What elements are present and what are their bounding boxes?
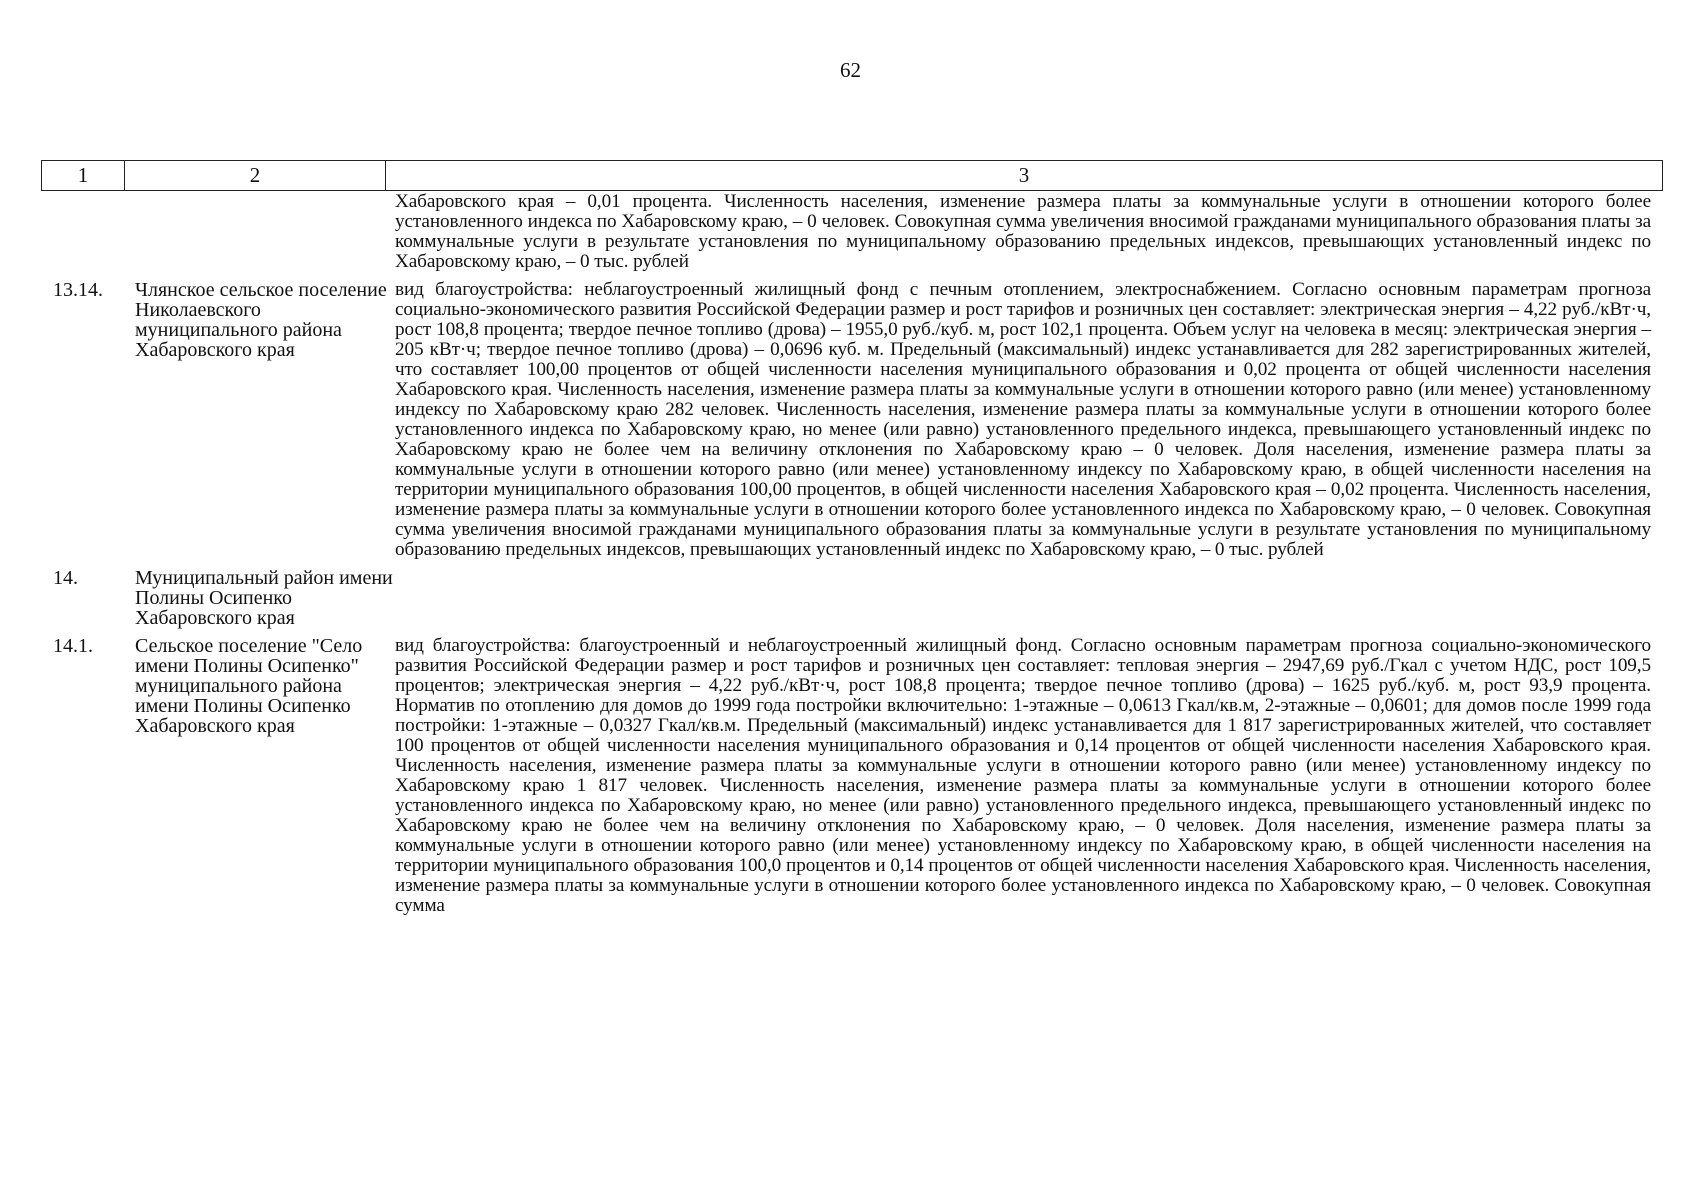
row-number: 14.1. (53, 635, 93, 657)
table-header (41, 160, 1663, 191)
table-body (41, 192, 1663, 924)
table-row (41, 280, 1663, 560)
row-text: вид благоустройства: благоустроенный и неблагоустроенный жилищный фонд. Согласно основным параметрам прогноза социально-экономического развития Российской Федерации размер и рост тарифов и розничных цен составляет: тепловая энергия – 2947,69 руб./Гкал с учетом НДС, рост 109,5 процентов; электрическая энергия – 4,22 руб./кВт·ч, рост 108,8 процента; твердое печное топливо (дрова) – 1625 руб./куб. м, рост 93,9 процента. Норматив по отоплению для домов до 1999 года постройки включительно: 1-этажные – 0,0613 Гкал/кв.м, 2-этажные – 0,0601; для домов после 1999 года постройки: 1-этажные – 0,0327 Гкал/кв.м. Предельный (максимальный) индекс устанавливается для 1 817 зарегистрированных жителей, что составляет 100 процентов от общей численности населения муниципального образования и 0,14 процентов от общей численности населения Хабаровского края. Численность населения, изменение размера платы за коммунальные услуги в отношении которого равно (или менее) установленному индексу по Хабаровскому краю 1 817 человек. Численность населения, изменение размера платы за коммунальные услуги в отношении которого более установленного индекса по Хабаровскому краю, но менее (или равно) установленного предельного индекса, превышающего установленный индекс по Хабаровскому краю не более чем на величину отклонения по Хабаровскому краю, – 0 человек. Доля населения, изменение размера платы за коммунальные услуги в отношении которого равно (или менее) установленному индексу по Хабаровскому краю, в общей численности населения на территории муниципального образования 100,0 процентов и 0,14 процентов от общей численности населения Хабаровского края. Численность населения, изменение размера платы за коммунальные услуги в отношении которого более установленного индекса по Хабаровскому краю, – 0 человек. Совокупная сумма (395, 635, 1651, 916)
row-number: 14. (53, 567, 78, 589)
row-name: Члянское сельское поселение Николаевского муниципального района Хабаровского края (135, 279, 387, 361)
header-col-1: 1 (42, 161, 125, 190)
table-row (41, 568, 1663, 628)
row-name: Сельское поселение "Село имени Полины Осипенко" муниципального района имени Полины Осипенко Хабаровского края (135, 635, 363, 737)
row-text: Хабаровского края – 0,01 процента. Численность населения, изменение размера платы за коммунальные услуги в отношении которого более установленного индекса по Хабаровскому краю, – 0 человек. Совокупная сумма увеличения вносимой гражданами муниципального образования платы за коммунальные услуги в результате установления по муниципальному образованию предельных индексов, превышающих установленный индекс по Хабаровскому краю, – 0 тыс. рублей (395, 191, 1651, 272)
header-col-2: 2 (125, 161, 386, 190)
row-name: Муниципальный район имени Полины Осипенко Хабаровского края (135, 567, 393, 629)
row-text (395, 568, 1651, 628)
table-row (41, 192, 1663, 272)
table-row (41, 636, 1663, 916)
page-number: 62 (840, 58, 861, 82)
row-text: вид благоустройства: неблагоустроенный жилищный фонд с печным отоплением, электроснабжением. Согласно основным параметрам прогноза социально-экономического развития Российской Федерации размер и рост тарифов и розничных цен составляет: электрическая энергия – 4,22 руб./кВт·ч, рост 108,8 процента; твердое печное топливо (дрова) – 1955,0 руб./куб. м, рост 102,1 процента. Объем услуг на человека в месяц: электрическая энергия – 205 кВт·ч; твердое печное топливо (дрова) – 0,0696 куб. м. Предельный (максимальный) индекс устанавливается для 282 зарегистрированных жителей, что составляет 100,00 процентов от общей численности населения муниципального образования и 0,02 процента от общей численности населения Хабаровского края. Численность населения, изменение размера платы за коммунальные услуги в отношении которого равно (или менее) установленному индексу по Хабаровскому краю 282 человек. Численность населения, изменение размера платы за коммунальные услуги в отношении которого более установленного индекса по Хабаровскому краю, но менее (или равно) установленного предельного индекса, превышающего установленный индекс по Хабаровскому краю не более чем на величину отклонения по Хабаровскому краю – 0 человек. Доля населения, изменение размера платы за коммунальные услуги в отношении которого равно (или менее) установленному индексу по Хабаровскому краю, в общей численности населения на территории муниципального образования 100,00 процентов, в общей численности населения Хабаровского края – 0,02 процента. Численность населения, изменение размера платы за коммунальные услуги в отношении которого более установленного индекса по Хабаровскому краю, – 0 человек. Совокупная сумма увеличения вносимой гражданами муниципального образования платы за коммунальные услуги в результате установления по муниципальному образованию предельных индексов, превышающих установленный индекс по Хабаровскому краю, – 0 тыс. рублей (395, 279, 1651, 560)
header-col-3: 3 (1018, 163, 1030, 187)
row-name (133, 192, 395, 272)
row-number: 13.14. (53, 279, 103, 301)
row-number (41, 192, 133, 272)
